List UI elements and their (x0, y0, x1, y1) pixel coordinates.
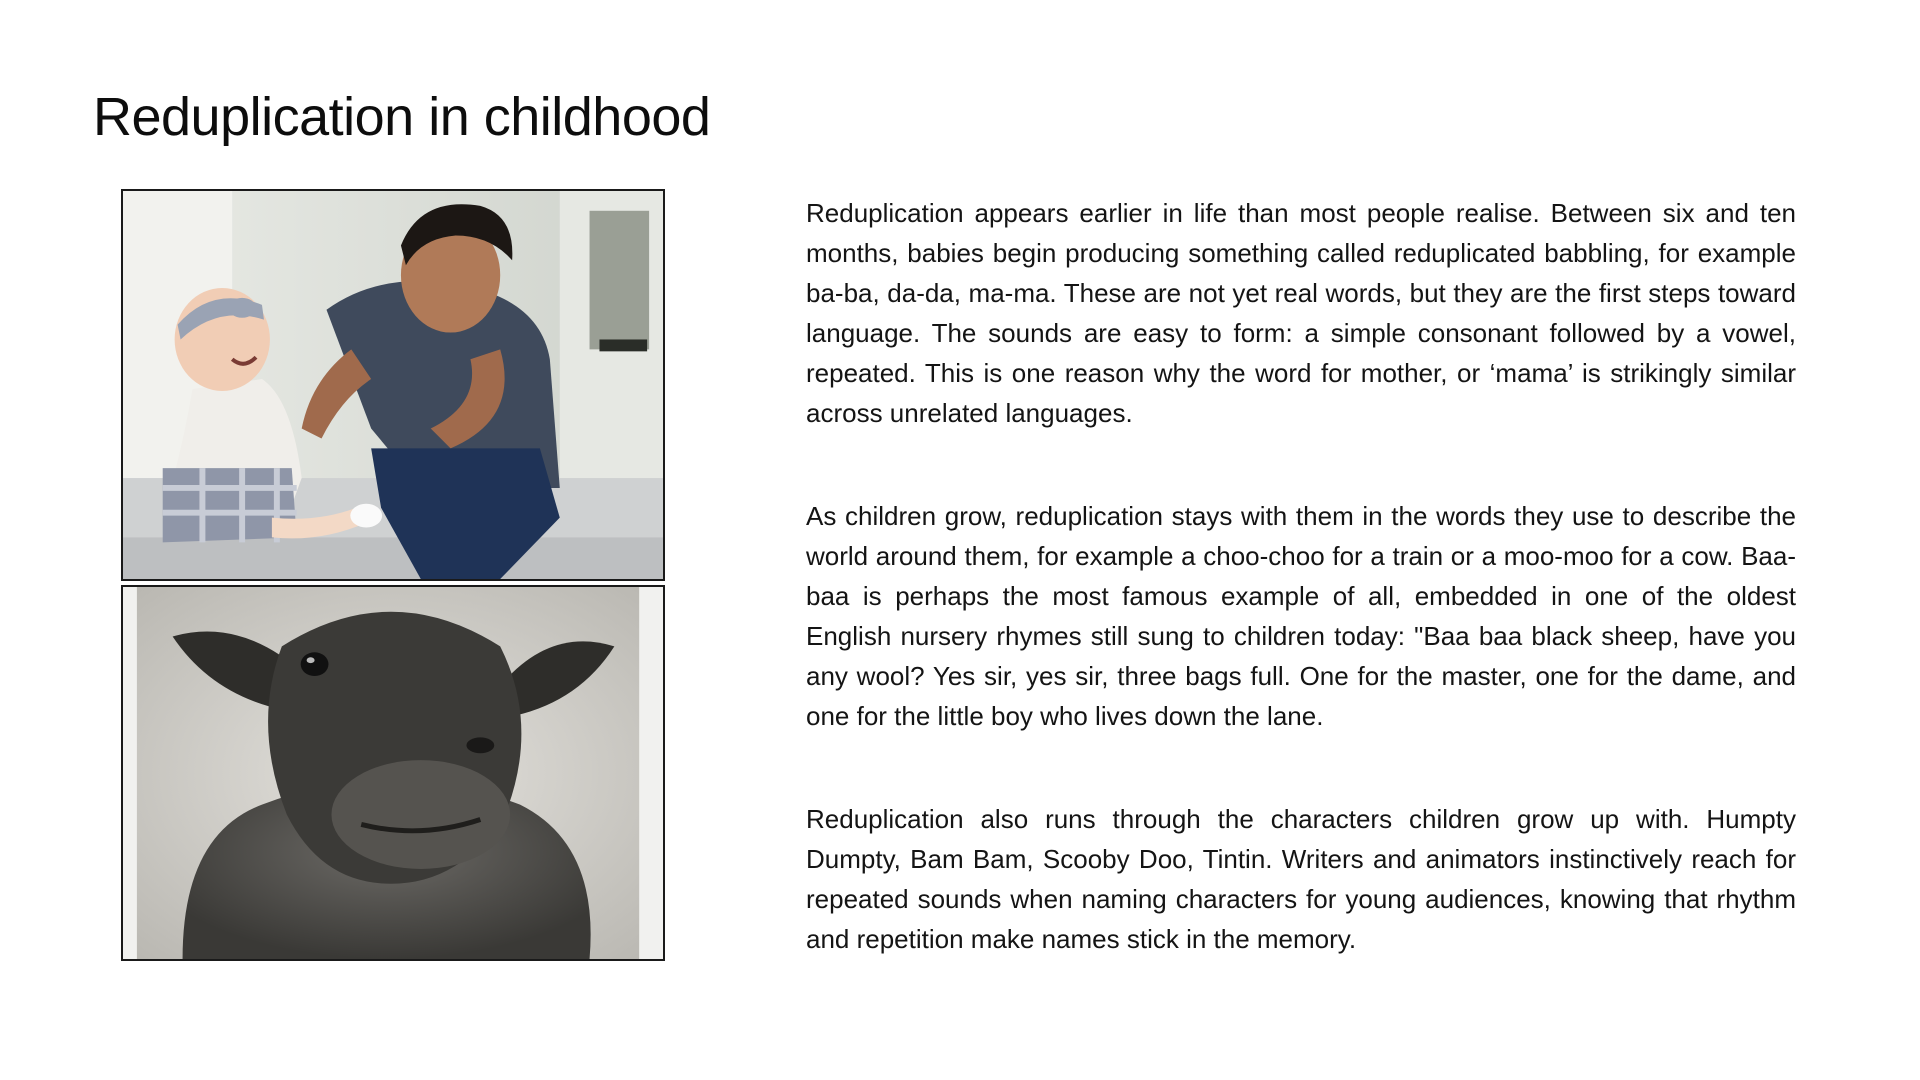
father-and-baby-illustration (123, 191, 663, 579)
black-sheep-photo (121, 585, 665, 961)
paragraph-babbling: Reduplication appears earlier in life than most people realise. Between six and ten months, babies begin producing something called reduplicated babbling, for example ba-ba, da-da, ma-ma. These are not yet real words, but they are the first steps toward language. The sounds are easy to form: a simple consonant followed by a vowel, repeated. This is one reason why the word for mother, or ‘mama’ is strikingly similar across unrelated languages. (806, 198, 1796, 428)
page-title: Reduplication in childhood (93, 87, 711, 147)
black-sheep-illustration (123, 587, 663, 959)
father-and-baby-photo (121, 189, 665, 581)
body-text-column (806, 193, 1796, 1022)
paragraph-characters: Reduplication also runs through the characters children grow up with. Humpty Dumpty, Bam Bam, Scooby Doo, Tintin. Writers and animators instinctively reach for repeated sounds when naming characters for young audiences, knowing that rhythm and repetition make names stick in the memory. (806, 804, 1796, 954)
paragraph-nursery-words: As children grow, reduplication stays with them in the words they use to describe the world around them, for example a choo-choo for a train or a moo-moo for a cow. Baa-baa is perhaps the most famous example of all, embedded in one of the oldest English nursery rhymes still sung to children today: "Baa baa black sheep, have you any wool? Yes sir, yes sir, three bags full. One for the master, one for the dame, and one for the little boy who lives down the lane. (806, 501, 1796, 731)
